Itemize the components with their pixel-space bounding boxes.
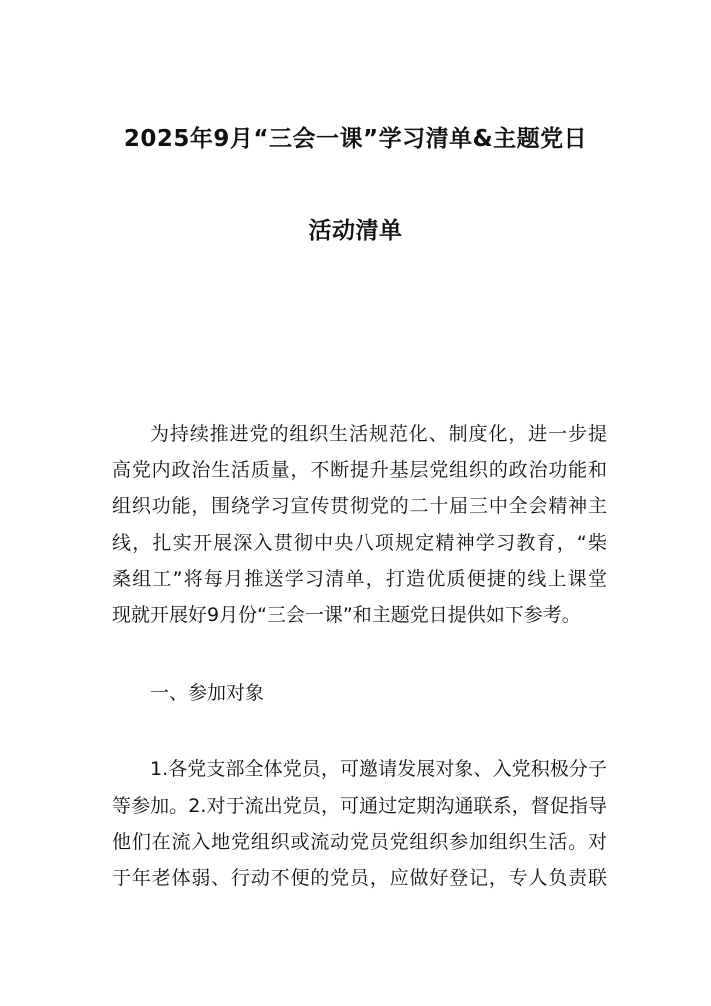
section-line: 1.各党支部全体党员，可邀请发展对象、入党积极分子: [150, 758, 607, 780]
document-title-line-2: 活动清单: [308, 218, 403, 244]
intro-line: 高党内政治生活质量，不断提升基层党组织的政治功能和: [112, 459, 607, 481]
section-heading: 一、参加对象: [150, 682, 265, 704]
intro-line: 为持续推进党的组织生活规范化、制度化，进一步提: [150, 423, 607, 445]
intro-line: 现就开展好9月份“三会一课”和主题党日提供如下参考。: [112, 604, 581, 626]
document-title-line-1: 2025年9月“三会一课”学习清单&主题党日: [123, 126, 588, 152]
intro-line: 组织功能，围绕学习宣传贯彻党的二十届三中全会精神主: [112, 495, 607, 517]
section-line: 他们在流入地党组织或流动党员党组织参加组织生活。对: [112, 831, 607, 853]
intro-line: 桑组工”将每月推送学习清单，打造优质便捷的线上课堂: [112, 568, 607, 590]
intro-line: 线，扎实开展深入贯彻中央八项规定精神学习教育，“柴: [112, 532, 607, 554]
section-line: 于年老体弱、行动不便的党员，应做好登记，专人负责联: [112, 867, 607, 889]
section-line: 等参加。2.对于流出党员，可通过定期沟通联系，督促指导: [112, 795, 607, 817]
